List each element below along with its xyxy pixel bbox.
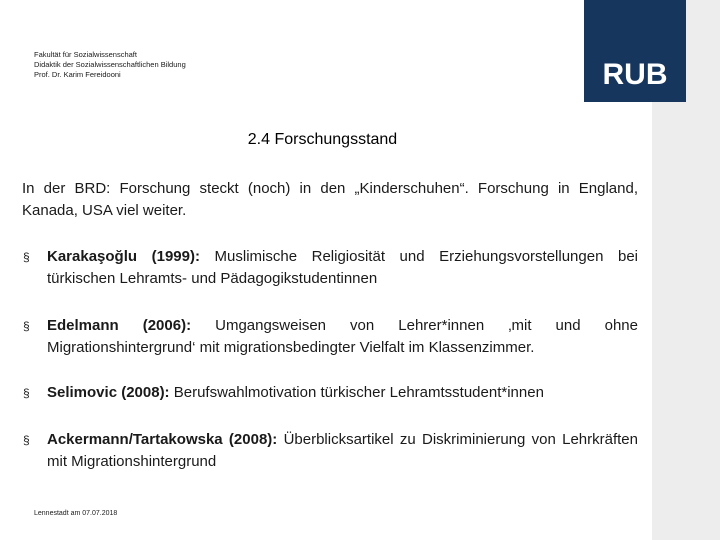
bullet-item xyxy=(22,246,638,290)
header-department: Didaktik der Sozialwissenschaftlichen Bildung xyxy=(34,60,186,69)
bullet-description: Überblicksartikel zu Diskriminierung von Lehrkräften mit Migrationshintergrund xyxy=(47,431,638,470)
slide-title: 2.4 Forschungsstand xyxy=(247,131,398,148)
bullet-text xyxy=(47,315,638,359)
bullet-description: Umgangsweisen von Lehrer*innen ‚mit und ohne Migrationshintergrund‘ mit migrationsbedingter Vielfalt im Klassenzimmer. xyxy=(47,317,638,356)
bullet-author: Ackermann/Tartakowska (2008): xyxy=(47,431,278,448)
faculty-header xyxy=(34,50,186,80)
rub-logo xyxy=(584,0,686,102)
bullet-author: Karakaşoğlu (1999): xyxy=(47,248,200,265)
bullet-description: Berufswahlmotivation türkischer Lehramtsstudent*innen xyxy=(169,384,544,401)
bullet-text xyxy=(47,429,638,473)
bullet-marker-icon: § xyxy=(23,386,30,400)
bullet-item xyxy=(22,429,638,473)
slide-footer: Lennestadt am 07.07.2018 xyxy=(34,510,118,517)
bullet-item xyxy=(22,382,638,404)
header-faculty: Fakultät für Sozialwissenschaft xyxy=(34,50,137,59)
bullet-marker-icon: § xyxy=(23,433,30,447)
bullet-author: Selimovic (2008): xyxy=(47,384,170,401)
bullet-text xyxy=(47,246,638,290)
bullet-author: Edelmann (2006): xyxy=(47,317,192,334)
bullet-text xyxy=(47,382,638,404)
bullet-marker-icon: § xyxy=(23,250,30,264)
bullet-item xyxy=(22,315,638,359)
bullet-description: Muslimische Religiosität und Erziehungsvorstellungen bei türkischen Lehramts- und Pädagogikstudentinnen xyxy=(47,248,639,287)
bullet-marker-icon: § xyxy=(23,319,30,333)
intro-paragraph: In der BRD: Forschung steckt (noch) in den „Kinderschuhen“. Forschung in England, Kanada, USA viel weiter. xyxy=(22,180,638,219)
logo-text: RUB xyxy=(602,58,668,91)
header-professor: Prof. Dr. Karim Fereidooni xyxy=(34,70,121,79)
